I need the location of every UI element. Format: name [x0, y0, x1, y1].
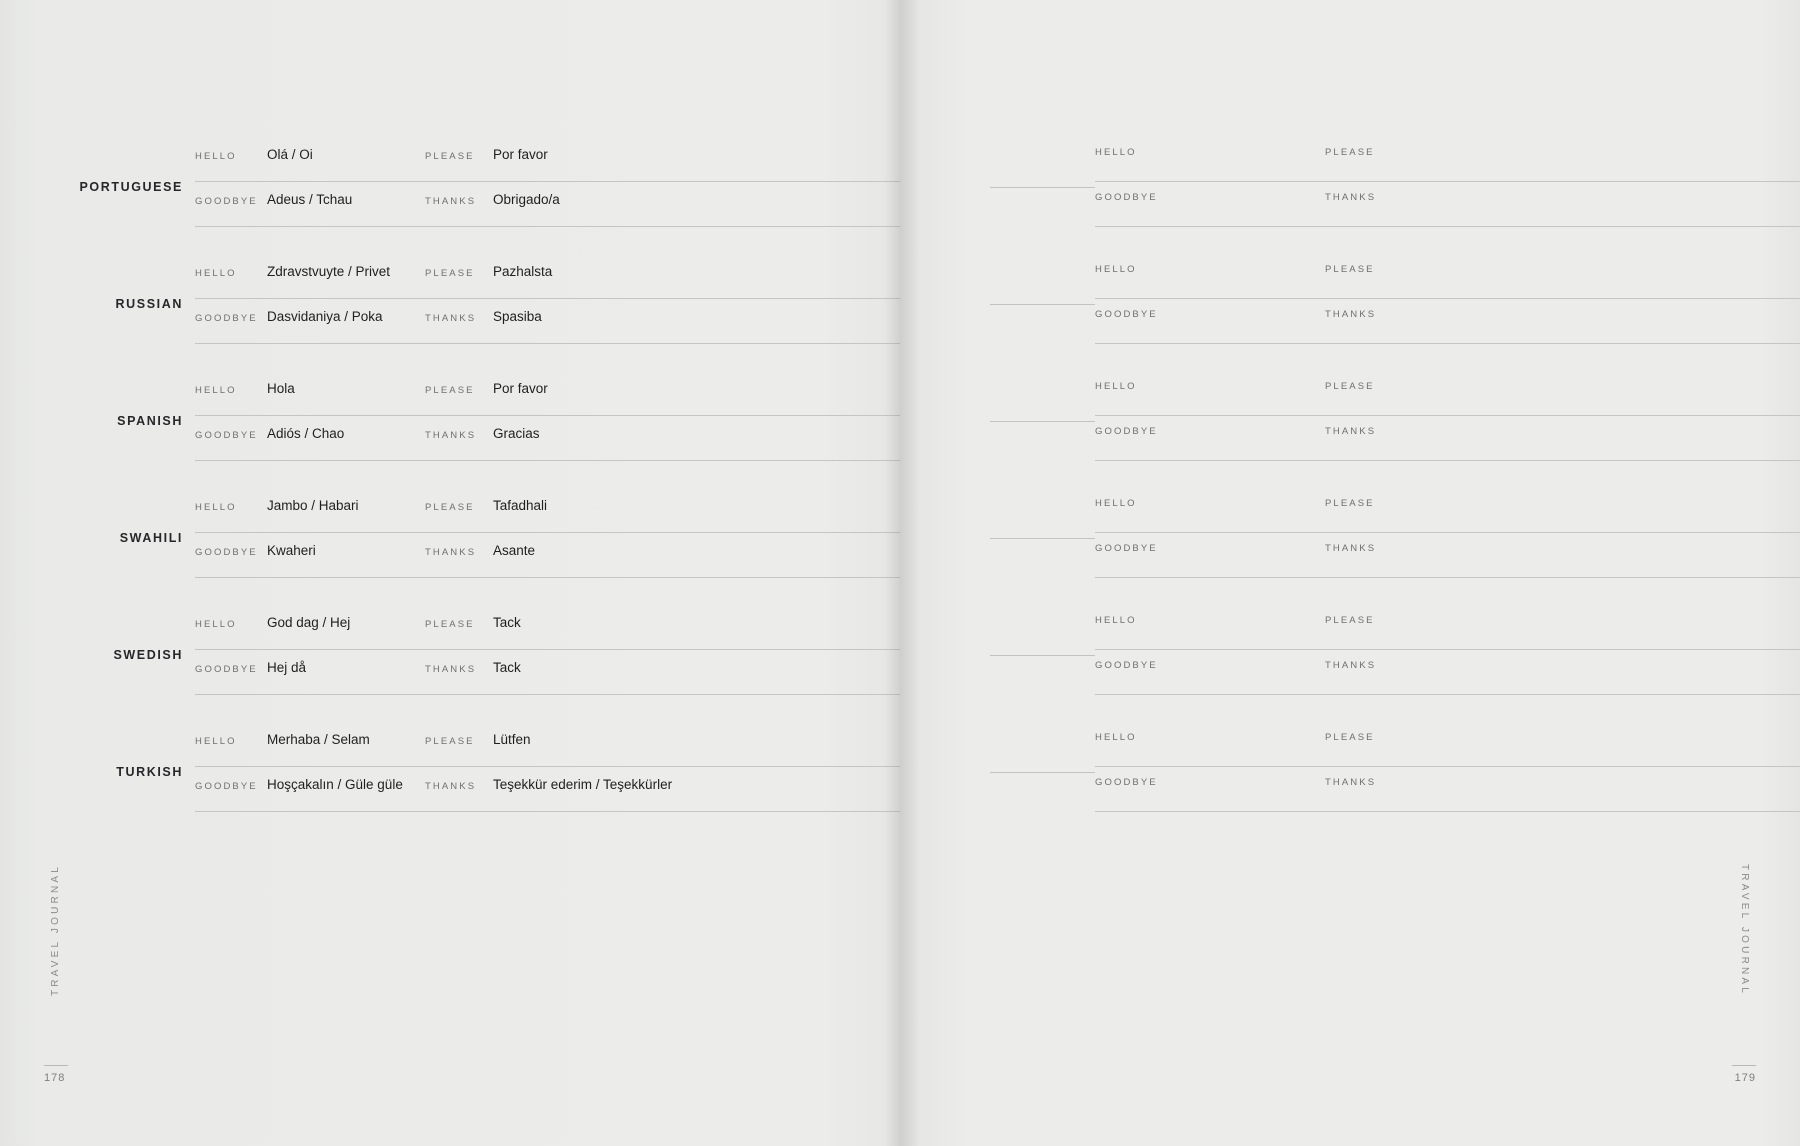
goodbye-cell [195, 543, 425, 577]
hello-value[interactable] [1153, 619, 1167, 623]
please-value[interactable]: Lütfen [493, 731, 531, 747]
hello-label: HELLO [195, 735, 237, 747]
goodbye-value[interactable] [1153, 313, 1167, 317]
goodbye-value[interactable] [1153, 781, 1167, 785]
please-value[interactable] [1379, 268, 1393, 272]
phrase-row-farewell [195, 660, 900, 695]
goodbye-label: GOODBYE [195, 429, 258, 441]
goodbye-cell [195, 660, 425, 694]
hello-value[interactable]: Merhaba / Selam [267, 731, 370, 747]
goodbye-value[interactable]: Hej då [267, 659, 307, 675]
goodbye-cell [1095, 192, 1325, 226]
thanks-cell [1325, 543, 1800, 577]
phrase-row-greeting [1095, 615, 1800, 650]
language-name: SPANISH [117, 413, 183, 428]
right-page [900, 0, 1800, 1146]
hello-label: HELLO [1095, 614, 1137, 626]
please-cell [425, 147, 900, 181]
language-name-field[interactable] [990, 771, 1095, 773]
please-value[interactable]: Pazhalsta [493, 263, 553, 279]
thanks-cell [1325, 777, 1800, 811]
hello-cell [195, 732, 425, 766]
goodbye-cell [195, 309, 425, 343]
please-label: PLEASE [425, 618, 475, 630]
goodbye-value[interactable]: Kwaheri [267, 542, 316, 558]
language-block-blank [900, 362, 1800, 479]
please-value[interactable]: Por favor [493, 380, 548, 396]
page-number-left: 178 [44, 1065, 68, 1084]
phrase-row-greeting [1095, 732, 1800, 767]
hello-label: HELLO [195, 501, 237, 513]
please-cell [1325, 498, 1800, 532]
thanks-value[interactable] [1379, 430, 1393, 434]
thanks-cell [425, 309, 900, 343]
language-name: TURKISH [116, 764, 183, 779]
language-name-field[interactable] [990, 303, 1095, 305]
hello-value[interactable] [1153, 502, 1167, 506]
language-block-blank [900, 596, 1800, 713]
goodbye-value[interactable] [1153, 547, 1167, 551]
language-block [0, 245, 900, 362]
language-name-field[interactable] [990, 420, 1095, 422]
side-text-right: TRAVEL JOURNAL [1739, 863, 1750, 996]
please-label: PLEASE [1325, 731, 1375, 743]
please-cell [1325, 381, 1800, 415]
thanks-value[interactable]: Obrigado/a [493, 191, 560, 207]
please-cell [425, 615, 900, 649]
please-cell [1325, 147, 1800, 181]
thanks-label: THANKS [1325, 191, 1377, 203]
please-cell [1325, 615, 1800, 649]
language-block-blank [900, 128, 1800, 245]
language-block [0, 713, 900, 830]
phrase-row-greeting [1095, 498, 1800, 533]
thanks-label: THANKS [425, 429, 477, 441]
hello-value[interactable]: God dag / Hej [267, 614, 351, 630]
hello-cell [1095, 381, 1325, 415]
thanks-cell [425, 426, 900, 460]
phrase-rows [195, 147, 900, 227]
thanks-label: THANKS [425, 663, 477, 675]
goodbye-cell [1095, 777, 1325, 811]
thanks-cell [425, 192, 900, 226]
please-label: PLEASE [1325, 497, 1375, 509]
please-label: PLEASE [425, 501, 475, 513]
thanks-cell [425, 543, 900, 577]
please-value[interactable] [1379, 151, 1393, 155]
hello-value[interactable]: Olá / Oi [267, 146, 313, 162]
goodbye-label: GOODBYE [1095, 308, 1158, 320]
phrase-row-farewell [1095, 426, 1800, 461]
hello-cell [195, 147, 425, 181]
hello-label: HELLO [195, 618, 237, 630]
please-value[interactable] [1379, 736, 1393, 740]
phrase-row-farewell [195, 426, 900, 461]
please-label: PLEASE [425, 267, 475, 279]
language-name: SWAHILI [119, 530, 183, 545]
phrase-row-farewell [195, 192, 900, 227]
goodbye-value[interactable] [1153, 196, 1167, 200]
thanks-cell [1325, 192, 1800, 226]
please-value[interactable] [1379, 385, 1393, 389]
thanks-value[interactable] [1379, 547, 1393, 551]
language-block [0, 596, 900, 713]
thanks-value[interactable]: Tack [493, 659, 521, 675]
please-value[interactable] [1379, 502, 1393, 506]
goodbye-label: GOODBYE [195, 195, 258, 207]
thanks-value[interactable]: Spasiba [493, 308, 542, 324]
please-cell [1325, 264, 1800, 298]
thanks-value[interactable]: Asante [493, 542, 536, 558]
phrase-row-farewell [1095, 777, 1800, 812]
goodbye-cell [1095, 426, 1325, 460]
goodbye-label: GOODBYE [1095, 659, 1158, 671]
page-number-right: 179 [1732, 1065, 1756, 1084]
hello-label: HELLO [1095, 380, 1137, 392]
hello-cell [195, 615, 425, 649]
hello-cell [1095, 615, 1325, 649]
phrase-row-greeting [195, 615, 900, 650]
hello-cell [195, 498, 425, 532]
thanks-cell [1325, 426, 1800, 460]
phrase-rows [1095, 615, 1800, 695]
goodbye-cell [1095, 309, 1325, 343]
phrase-row-farewell [1095, 192, 1800, 227]
thanks-label: THANKS [425, 780, 477, 792]
hello-label: HELLO [195, 267, 237, 279]
goodbye-label: GOODBYE [1095, 776, 1158, 788]
please-value[interactable]: Tack [493, 614, 521, 630]
goodbye-label: GOODBYE [195, 312, 258, 324]
language-block-blank [900, 479, 1800, 596]
hello-cell [195, 381, 425, 415]
thanks-value[interactable] [1379, 664, 1393, 668]
thanks-value[interactable] [1379, 313, 1393, 317]
phrase-row-greeting [195, 381, 900, 416]
thanks-value[interactable]: Teşekkür ederim / Teşekkürler [493, 776, 673, 792]
phrase-rows [195, 732, 900, 812]
phrase-row-greeting [195, 147, 900, 182]
hello-cell [1095, 264, 1325, 298]
thanks-cell [1325, 660, 1800, 694]
thanks-cell [425, 777, 900, 811]
language-block [0, 479, 900, 596]
thanks-cell [425, 660, 900, 694]
hello-cell [1095, 498, 1325, 532]
goodbye-label: GOODBYE [1095, 425, 1158, 437]
goodbye-cell [195, 426, 425, 460]
thanks-label: THANKS [1325, 425, 1377, 437]
thanks-label: THANKS [425, 195, 477, 207]
hello-value[interactable]: Zdravstvuyte / Privet [267, 263, 391, 279]
language-name: PORTUGUESE [79, 179, 183, 194]
thanks-label: THANKS [1325, 308, 1377, 320]
hello-value[interactable]: Hola [267, 380, 295, 396]
phrase-rows [1095, 147, 1800, 227]
phrase-row-farewell [195, 777, 900, 812]
goodbye-label: GOODBYE [1095, 191, 1158, 203]
thanks-cell [1325, 309, 1800, 343]
hello-value[interactable] [1153, 736, 1167, 740]
goodbye-value[interactable]: Adiós / Chao [267, 425, 345, 441]
hello-value[interactable] [1153, 268, 1167, 272]
goodbye-value[interactable] [1153, 430, 1167, 434]
hello-value[interactable] [1153, 151, 1167, 155]
please-cell [1325, 732, 1800, 766]
language-name-field[interactable] [990, 654, 1095, 656]
side-text-left: TRAVEL JOURNAL [50, 863, 61, 996]
phrase-row-farewell [1095, 660, 1800, 695]
language-block [0, 362, 900, 479]
thanks-label: THANKS [425, 312, 477, 324]
please-cell [425, 264, 900, 298]
goodbye-value[interactable]: Hoşçakalın / Güle güle [267, 776, 403, 792]
hello-cell [1095, 147, 1325, 181]
please-label: PLEASE [425, 150, 475, 162]
please-value[interactable] [1379, 619, 1393, 623]
hello-label: HELLO [195, 384, 237, 396]
goodbye-label: GOODBYE [195, 663, 258, 675]
language-name-field[interactable] [990, 186, 1095, 188]
please-value[interactable]: Tafadhali [493, 497, 548, 513]
goodbye-cell [195, 777, 425, 811]
hello-label: HELLO [1095, 731, 1137, 743]
please-cell [425, 732, 900, 766]
goodbye-value[interactable] [1153, 664, 1167, 668]
thanks-label: THANKS [1325, 659, 1377, 671]
phrase-row-farewell [195, 309, 900, 344]
please-label: PLEASE [1325, 146, 1375, 158]
phrase-rows [1095, 264, 1800, 344]
right-language-list [900, 128, 1800, 830]
phrase-row-greeting [1095, 381, 1800, 416]
language-block [0, 128, 900, 245]
goodbye-value[interactable]: Dasvidaniya / Poka [267, 308, 383, 324]
phrase-rows [1095, 381, 1800, 461]
hello-value[interactable]: Jambo / Habari [267, 497, 359, 513]
thanks-label: THANKS [1325, 776, 1377, 788]
hello-cell [195, 264, 425, 298]
phrase-rows [1095, 732, 1800, 812]
please-cell [425, 498, 900, 532]
hello-label: HELLO [1095, 146, 1137, 158]
please-cell [425, 381, 900, 415]
phrase-row-farewell [195, 543, 900, 578]
phrase-rows [195, 264, 900, 344]
thanks-label: THANKS [1325, 542, 1377, 554]
thanks-label: THANKS [425, 546, 477, 558]
phrase-rows [195, 498, 900, 578]
language-name: RUSSIAN [115, 296, 183, 311]
language-name: SWEDISH [113, 647, 183, 662]
language-name-field[interactable] [990, 537, 1095, 539]
hello-value[interactable] [1153, 385, 1167, 389]
thanks-value[interactable]: Gracias [493, 425, 540, 441]
phrase-rows [195, 615, 900, 695]
goodbye-label: GOODBYE [1095, 542, 1158, 554]
phrase-row-farewell [1095, 543, 1800, 578]
goodbye-cell [1095, 543, 1325, 577]
thanks-value[interactable] [1379, 196, 1393, 200]
thanks-value[interactable] [1379, 781, 1393, 785]
language-block-blank [900, 713, 1800, 830]
phrase-row-greeting [195, 498, 900, 533]
goodbye-label: GOODBYE [195, 780, 258, 792]
please-label: PLEASE [1325, 614, 1375, 626]
goodbye-cell [1095, 660, 1325, 694]
phrase-rows [195, 381, 900, 461]
please-label: PLEASE [1325, 263, 1375, 275]
hello-label: HELLO [195, 150, 237, 162]
goodbye-cell [195, 192, 425, 226]
phrase-row-farewell [1095, 309, 1800, 344]
please-label: PLEASE [425, 735, 475, 747]
phrase-rows [1095, 498, 1800, 578]
please-label: PLEASE [1325, 380, 1375, 392]
phrase-row-greeting [1095, 264, 1800, 299]
please-value[interactable]: Por favor [493, 146, 548, 162]
phrase-row-greeting [195, 732, 900, 767]
goodbye-label: GOODBYE [195, 546, 258, 558]
hello-label: HELLO [1095, 497, 1137, 509]
phrase-row-greeting [195, 264, 900, 299]
left-language-list [0, 128, 900, 830]
language-block-blank [900, 245, 1800, 362]
goodbye-value[interactable]: Adeus / Tchau [267, 191, 353, 207]
please-label: PLEASE [425, 384, 475, 396]
hello-cell [1095, 732, 1325, 766]
phrase-row-greeting [1095, 147, 1800, 182]
hello-label: HELLO [1095, 263, 1137, 275]
